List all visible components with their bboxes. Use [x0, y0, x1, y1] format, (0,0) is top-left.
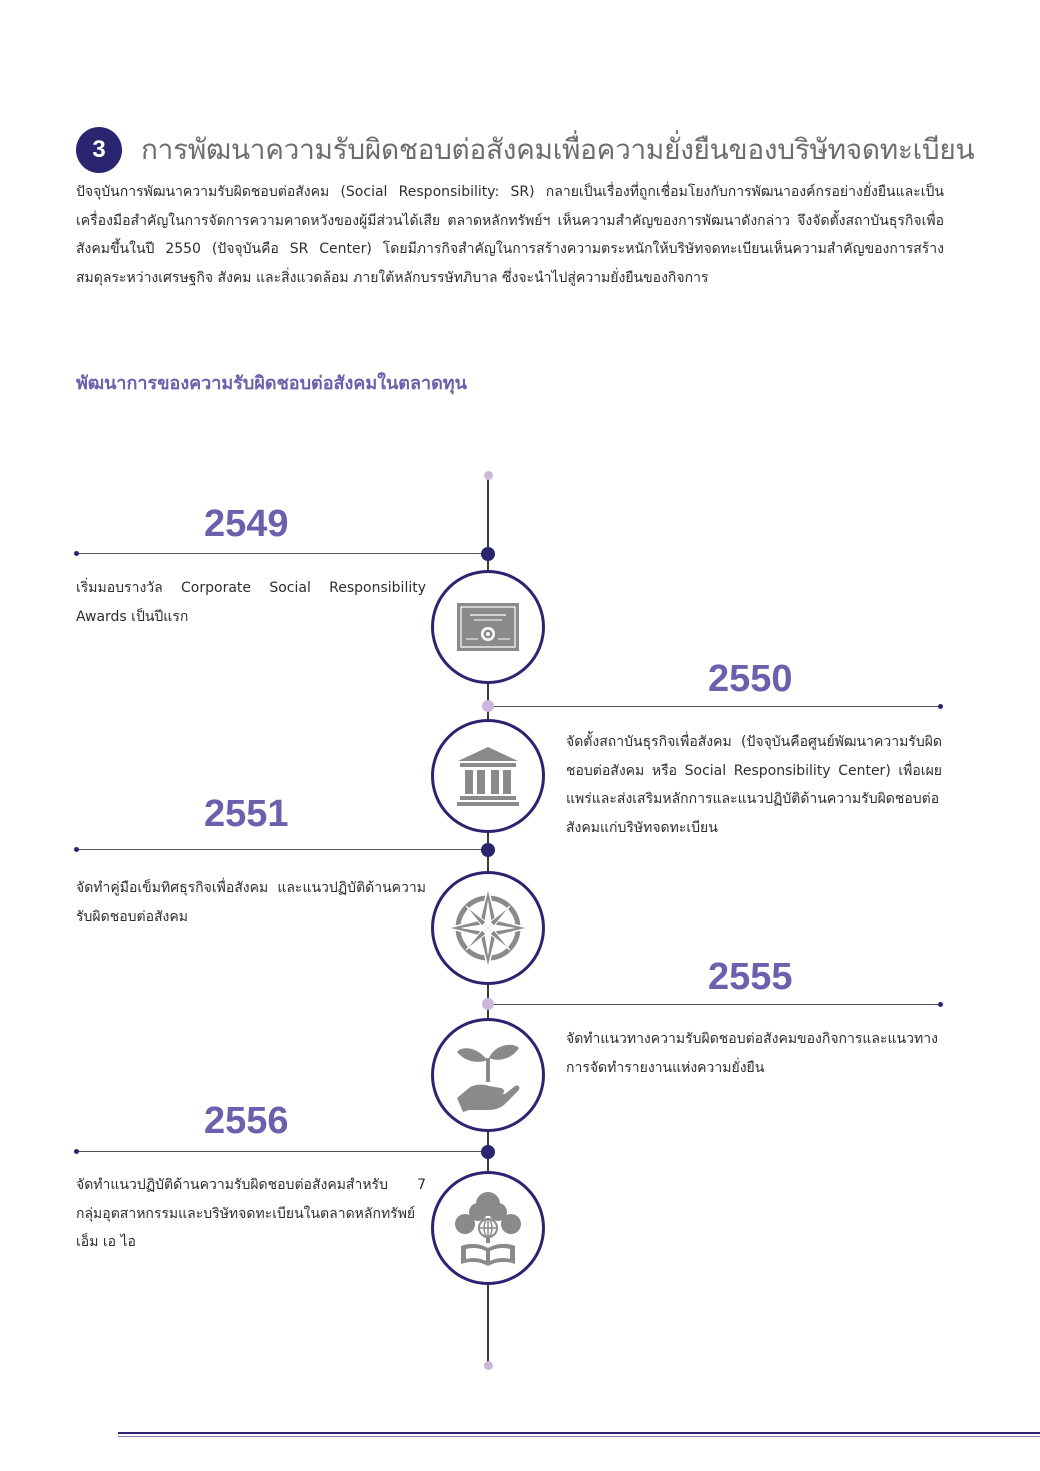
entry-connector	[488, 706, 940, 707]
compass-icon	[446, 886, 530, 970]
entry-description: จัดทำแนวปฏิบัติด้านความรับผิดชอบต่อสังคมสำหรับ 7 กลุ่มอุตสาหกรรมและบริษัทจดทะเบียนในตลาดหลักทรัพย์ เอ็ม เอ ไอ	[76, 1177, 426, 1250]
timeline-node	[481, 843, 495, 857]
tree-book-icon	[453, 1188, 523, 1268]
connector-end-dot	[938, 1002, 943, 1007]
entry-connector	[76, 1151, 488, 1152]
intro-paragraph: ปัจจุบันการพัฒนาความรับผิดชอบต่อสังคม (Social Responsibility: SR) กลายเป็นเรื่องที่ถูกเชื่อมโยงกับการพัฒนาองค์กรอย่างยั่งยืนและเป็นเครื่องมือสำคัญในการจัดการความคาดหวังของผู้มีส่วนได้เสีย ตลาดหลักทรัพย์ฯ เห็นความสำคัญของการพัฒนาดังกล่าว จึงจัดตั้งสถาบันธุรกิจเพื่อสังคมขึ้นในปี 2550 (ปัจจุบันคือ SR Center) โดยมีภารกิจสำคัญในการสร้างความตระหนักให้บริษัทจดทะเบียนเห็นความสำคัญของการสร้างสมดุลระหว่างเศรษฐกิจ สังคม และสิ่งแวดล้อม ภายใต้หลักบรรษัทภิบาล ซึ่งจะนำไปสู่ความยั่งยืนของกิจการ	[76, 184, 944, 286]
entry-icon-circle	[431, 1018, 545, 1132]
entry-description: จัดตั้งสถาบันธุรกิจเพื่อสังคม (ปัจจุบันคือศูนย์พัฒนาความรับผิดชอบต่อสังคม หรือ Social Responsibility Center) เพื่อเผยแพร่และส่งเสริมหลักการและแนวปฏิบัติด้านความรับผิดชอบต่อสังคมแก่บริษัทจดทะเบียน	[566, 734, 942, 836]
plant-hand-icon	[455, 1038, 521, 1112]
entry-year: 2551	[204, 793, 289, 835]
entry-connector	[76, 553, 488, 554]
entry-year: 2550	[708, 658, 793, 700]
entry-year: 2549	[204, 503, 289, 545]
entry-description: จัดทำแนวทางความรับผิดชอบต่อสังคมของกิจการและแนวทางการจัดทำรายงานแห่งความยั่งยืน	[566, 1031, 938, 1076]
certificate-icon	[456, 602, 520, 652]
timeline-node	[482, 700, 494, 712]
connector-end-dot	[74, 1149, 79, 1154]
entry-description: เริ่มมอบรางวัล Corporate Social Responsibility Awards เป็นปีแรก	[76, 580, 426, 625]
timeline-end-dot	[484, 1361, 493, 1370]
entry-connector	[488, 1004, 940, 1005]
entry-year: 2556	[204, 1100, 289, 1142]
entry-icon-circle	[431, 871, 545, 985]
timeline-node	[482, 998, 494, 1010]
timeline-node	[481, 547, 495, 561]
entry-icon-circle	[431, 570, 545, 684]
entry-connector	[76, 849, 488, 850]
timeline-node	[481, 1145, 495, 1159]
entry-icon-circle	[431, 719, 545, 833]
timeline-heading: พัฒนาการของความรับผิดชอบต่อสังคมในตลาดทุน	[76, 373, 467, 394]
section-number-badge: 3	[76, 127, 122, 173]
footer-rule	[118, 1432, 1040, 1434]
entry-year: 2555	[708, 956, 793, 998]
entry-description: จัดทำคู่มือเข็มทิศธุรกิจเพื่อสังคม และแนวปฏิบัติด้านความรับผิดชอบต่อสังคม	[76, 880, 426, 925]
entry-icon-circle	[431, 1171, 545, 1285]
footer-rule-thin	[118, 1436, 1040, 1437]
timeline-start-dot	[484, 471, 493, 480]
connector-end-dot	[74, 551, 79, 556]
connector-end-dot	[938, 704, 943, 709]
section-title: การพัฒนาความรับผิดชอบต่อสังคมเพื่อความยั่งยืนของบริษัทจดทะเบียน	[141, 133, 975, 166]
connector-end-dot	[74, 847, 79, 852]
institution-icon	[456, 745, 520, 807]
